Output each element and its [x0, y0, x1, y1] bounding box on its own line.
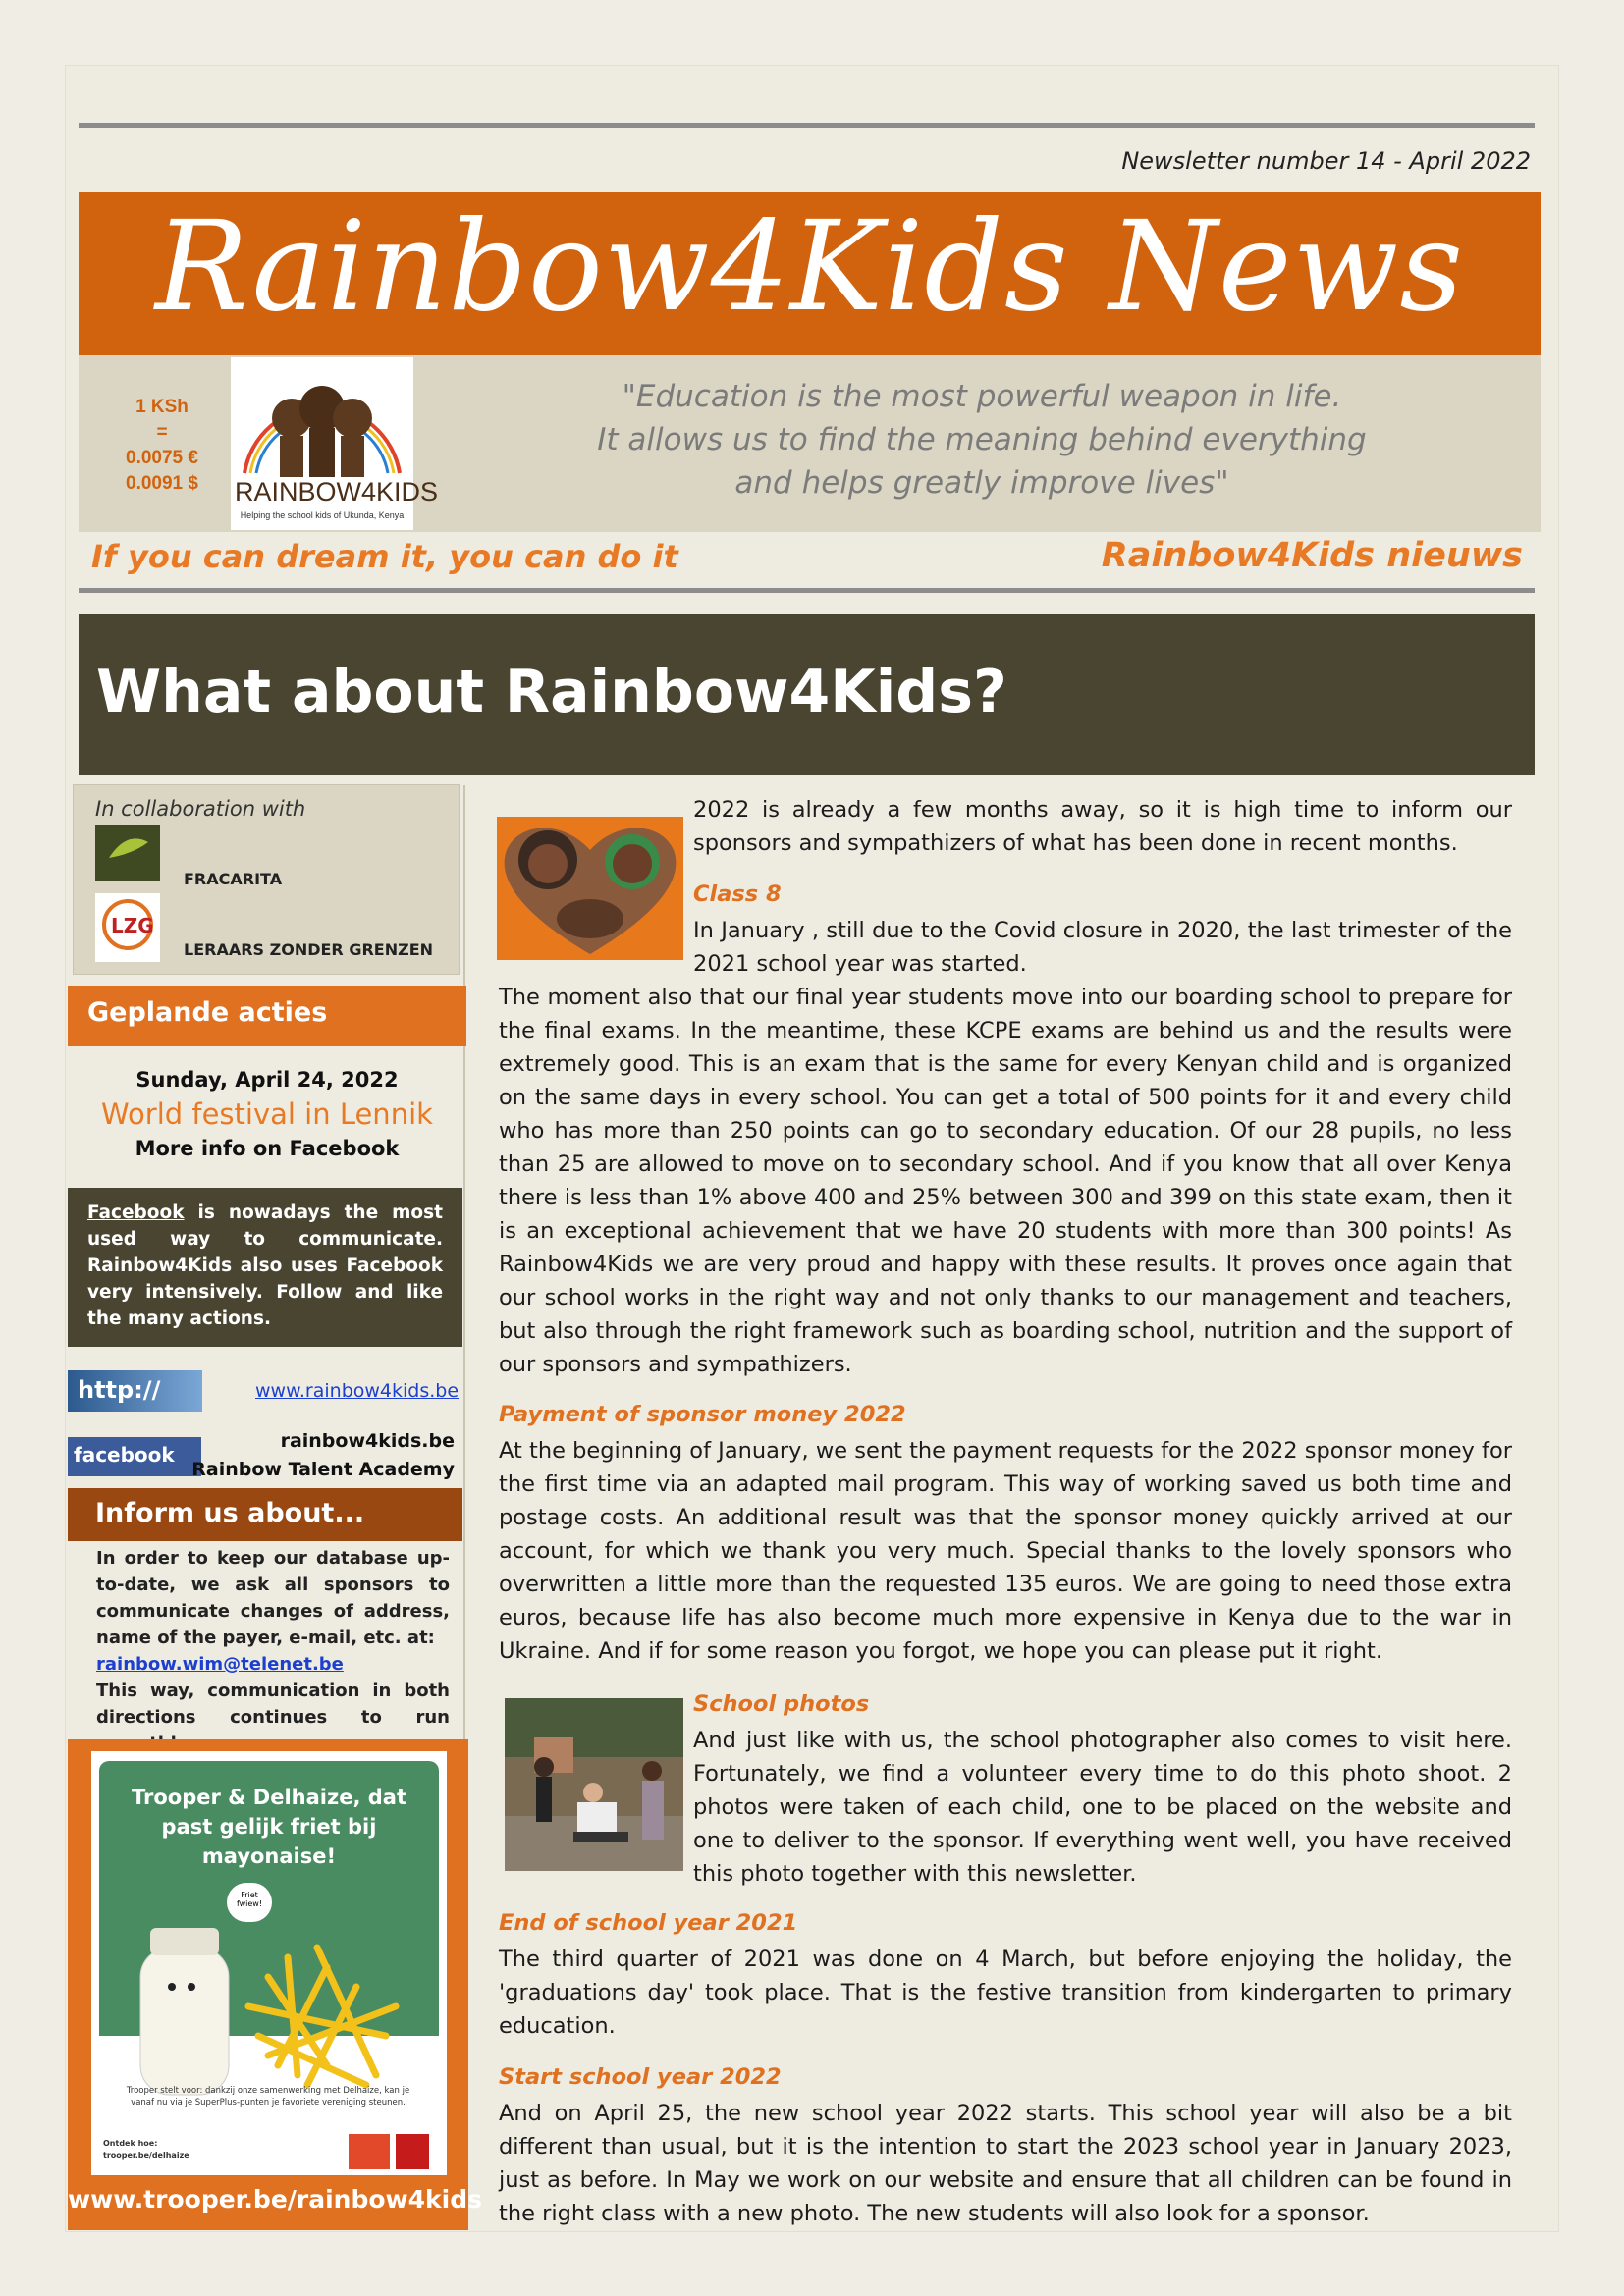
- payment-paragraph: At the beginning of January, we sent the payment requests for the 2022 sponsor money for the first time via an adapted mail program. This way of working saved us both time and postage costs. An additional result was that the sponsor money quickly arrived at our account, for which we thank you very much. Special thanks to the lovely sponsors who overwritten a little more than the requested 135 euros. We are going to need those extra euros, because life has also become much more expensive in Kenya due to the war in Ukraine. And if for some reason you forgot, we hope you can please put it right.: [499, 1438, 1512, 1664]
- tagline-nieuws: Rainbow4Kids nieuws: [1101, 536, 1523, 575]
- school-photos-paragraph: And just like with us, the school photographer also comes to visit here. Fortunately, we find a volunteer every time to do this photo shoot. 2 photos were taken of each child, one to be placed on the website and one to deliver to the sponsor. If everything went well, you have received this photo together with this newsletter.: [693, 1728, 1512, 1887]
- ad-discover: Ontdek hoe: trooper.be/delhaize: [103, 2139, 189, 2160]
- class8-heading: Class 8: [693, 881, 782, 907]
- school-photos-heading: School photos: [693, 1691, 870, 1717]
- school-photoshoot-image: [505, 1698, 683, 1871]
- logo-subtitle: Helping the school kids of Ukunda, Kenya: [240, 510, 405, 520]
- section-banner: [79, 614, 1535, 775]
- website-link[interactable]: www.rainbow4kids.be: [255, 1380, 460, 1402]
- collaboration-heading: In collaboration with: [95, 797, 306, 821]
- facebook-pages: [191, 1427, 455, 1484]
- fracarita-logo: [95, 825, 160, 881]
- inform-us-text: In order to keep our database up-to-date, we ask all sponsors to communicate changes of address, name of the payer, e-mail, etc. at: rainbow.wim@telenet.be This way, communication in both directions continues to run: [96, 1548, 450, 1728]
- facebook-info-box: [68, 1188, 462, 1347]
- partner-fracarita: FRACARITA: [184, 870, 283, 888]
- ad-title: Trooper & Delhaize, dat past gelijk friet bij mayonaise!: [132, 1786, 406, 1868]
- svg-text:LZG: LZG: [111, 914, 154, 937]
- lzg-emblem-icon: [95, 893, 160, 962]
- start-year-heading: Start school year 2022: [499, 2064, 782, 2090]
- trooper-logo-icon: [349, 2134, 390, 2169]
- facebook-link[interactable]: Facebook: [87, 1202, 185, 1223]
- ad-small-print: Trooper stelt voor: dankzij onze samenwerking met Delhaize, kan je vanaf nu via je SuperPlus-punten je favoriete vereniging steunen.: [126, 2086, 410, 2108]
- facebook-icon: facebook: [68, 1437, 201, 1476]
- planned-actions-header: Geplande acties: [68, 986, 466, 1046]
- header-bottom-rule: [79, 588, 1535, 593]
- trooper-url[interactable]: www.trooper.be/rainbow4kids: [68, 2185, 483, 2214]
- inform-us-header: Inform us about...: [68, 1488, 462, 1541]
- section-title: What about Rainbow4Kids?: [96, 658, 1007, 726]
- partner-lzg: LERAARS ZONDER GRENZEN: [184, 940, 434, 959]
- facebook-info-text: Facebook is nowadays the most used way to communicate. Rainbow4Kids also uses Facebook very intensively. Follow and like the many actions.: [87, 1202, 443, 1329]
- trooper-advertisement[interactable]: [68, 1739, 483, 2230]
- education-quote: "Education is the most powerful weapon in life. It allows us to find the meaning behind everything and helps greatly improve lives": [597, 379, 1367, 501]
- children-heart-image: [497, 817, 683, 960]
- ad-speech-bubble: Friet fwiew!: [227, 1883, 272, 1922]
- fracarita-leaf-icon: [95, 825, 160, 881]
- newsletter-title: Rainbow4Kids News: [155, 194, 1464, 339]
- facebook-group-link[interactable]: Rainbow Talent Academy: [191, 1459, 455, 1480]
- end-year-heading: End of school year 2021: [499, 1910, 798, 1936]
- info-band: [79, 355, 1541, 532]
- class8-paragraph-results: The moment also that our final year students move into our boarding school to prepare for the final exams. In the meantime, these KCPE exams are behind us and the results were extremely good. This is an exam that is the same for every Kenyan child and is organized on the same days in every school. You can get a total of 500 points for it and every child who has more than 250 points can go to secondary education. Of our 28 pupils, no less than 25 are allowed to move on to secondary school. And if you know that all over Kenya there is less than 1% above 400 and 25% between 300 and 399 on this state exam, then it is an exceptional achievement that we have 20 students with more than 300 points! As Rainbow4Kids we are very proud and happy with these results. It proves once again that our school works in the right way and not only thanks to our management and teachers, but also through the right framework such as boarding school, nutrition and the support of our sponsors and sympathizers.: [499, 985, 1512, 1377]
- lzg-logo: [95, 893, 160, 962]
- logo-wordmark: RAINBOW4KIDS: [235, 477, 439, 507]
- children-heart-photo: [497, 817, 683, 960]
- end-year-paragraph: The third quarter of 2021 was done on 4 March, but before enjoying the holiday, the 'graduations day' took place. That is the festive transition from kindergarten to primary education.: [499, 1947, 1512, 2039]
- event-date: Sunday, April 24, 2022: [135, 1068, 399, 1092]
- event-more-info: More info on Facebook: [135, 1137, 400, 1160]
- facebook-page-link[interactable]: rainbow4kids.be: [280, 1430, 455, 1452]
- rainbow4kids-logo: [231, 357, 439, 530]
- mayonnaise-fries-icon: [131, 1918, 425, 2105]
- contact-email-link[interactable]: rainbow.wim@telenet.be: [96, 1654, 344, 1675]
- issue-number: Newsletter number 14 - April 2022: [1121, 147, 1531, 175]
- top-rule: [79, 123, 1535, 128]
- intro-paragraph: 2022 is already a few months away, so it is high time to inform our sponsors and sympathizers of what has been done in recent months.: [693, 797, 1512, 856]
- http-icon: http://: [68, 1370, 202, 1412]
- payment-heading: Payment of sponsor money 2022: [499, 1402, 906, 1427]
- school-photoshoot-photo: [505, 1698, 683, 1871]
- exchange-rate: 1 KSh = 0.0075 € 0.0091 $: [126, 397, 198, 494]
- delhaize-logo-icon: [396, 2134, 429, 2169]
- event-name: World festival in Lennik: [101, 1097, 433, 1131]
- masthead: [79, 192, 1541, 355]
- class8-paragraph-intro: In January , still due to the Covid closure in 2020, the last trimester of the 2021 school year was started.: [693, 918, 1512, 977]
- tagline-dream: If you can dream it, you can do it: [91, 538, 678, 575]
- start-year-paragraph: And on April 25, the new school year 2022 starts. This school year will also be a bit different than usual, but it is the intention to start the 2023 school year in January 2023, just as before. In May we work on our website and ensure that all children can be found in the right class with a new photo. The new students will also look for a sponsor.: [499, 2101, 1512, 2226]
- collaboration-box: [73, 784, 460, 975]
